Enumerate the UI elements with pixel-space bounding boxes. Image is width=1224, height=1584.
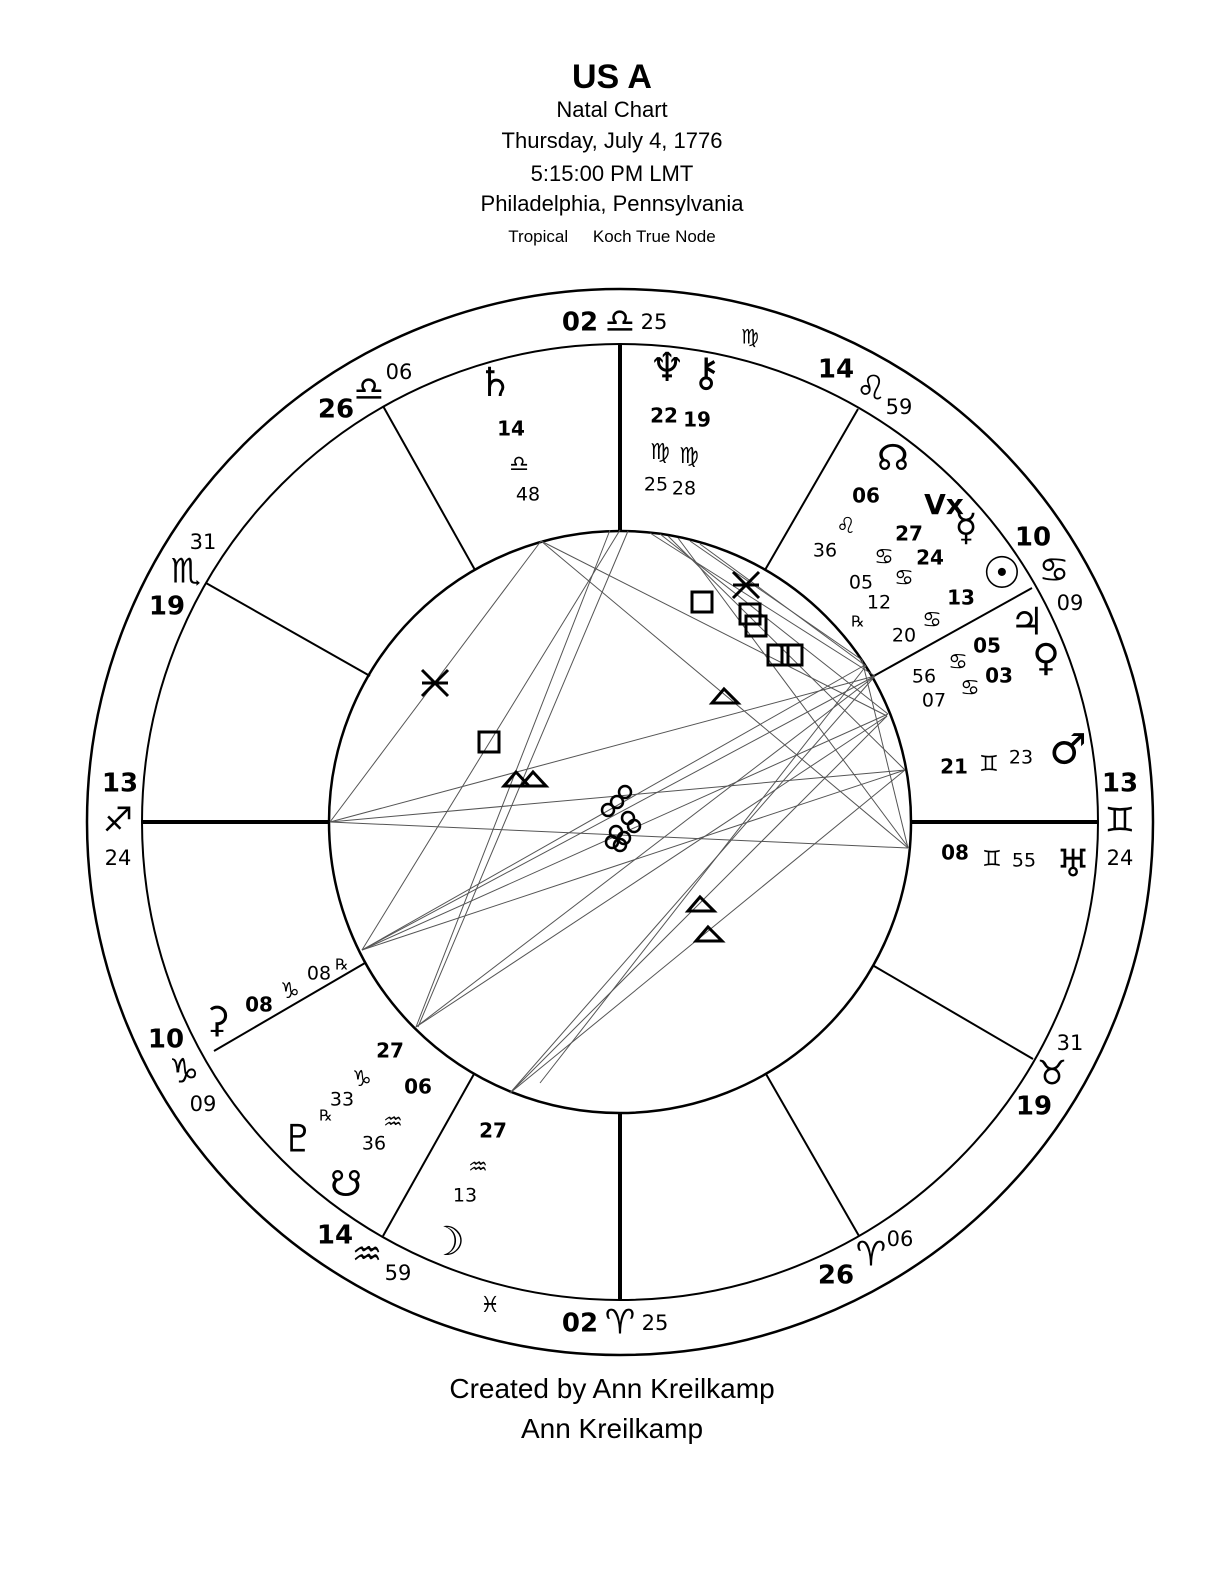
house-3-cusp-degree: 14 <box>316 1220 354 1251</box>
ascendant-cusp-sign: ♐ <box>102 800 134 841</box>
house-8-cusp-sign: ♋ <box>1038 550 1070 591</box>
mercury-sign: ♋ <box>894 566 914 591</box>
vertex-sign: ♋ <box>874 545 894 570</box>
pluto-minutes: 33 <box>329 1088 355 1111</box>
ceres-glyph-icon: ⚳ <box>203 1000 231 1041</box>
saturn-degree: 14 <box>497 416 525 441</box>
jupiter-degree: 05 <box>973 633 1001 658</box>
mercury-glyph-icon: ☿ <box>954 505 978 550</box>
square-glyph <box>782 645 802 665</box>
venus-minutes: 07 <box>921 689 947 712</box>
birth-place: Philadelphia, Pennsylvania <box>480 191 744 216</box>
mars-minutes: 23 <box>1008 746 1034 769</box>
house-system: Koch True Node <box>592 227 716 246</box>
uranus-glyph-icon: ♅ <box>1055 841 1091 886</box>
house-6-cusp-degree: 19 <box>1015 1091 1053 1122</box>
square-glyph <box>692 592 712 612</box>
house-6-cusp-minutes: 31 <box>1056 1031 1084 1055</box>
house-5-cusp-degree: 26 <box>817 1260 855 1291</box>
house-9-cusp-degree: 14 <box>817 354 855 385</box>
house-12-cusp-degree: 19 <box>148 591 186 622</box>
chart-subtitle: Natal Chart <box>556 97 668 122</box>
trine-glyph <box>712 689 738 703</box>
cusp-line-12 <box>206 583 370 676</box>
house-8-cusp-minutes: 09 <box>1056 591 1084 615</box>
descendant-cusp-sign: ♊ <box>1104 800 1136 841</box>
neptune-minutes: 25 <box>643 473 669 496</box>
house-11-cusp-sign: ♎ <box>353 369 385 410</box>
north-node-minutes: 36 <box>812 539 838 562</box>
trine-glyph <box>696 927 722 941</box>
uranus-degree: 08 <box>941 840 969 865</box>
north-node-sign: ♌ <box>836 514 856 539</box>
ceres-minutes: 08 <box>306 962 332 985</box>
chiron-glyph-icon: ⚷ <box>691 350 721 396</box>
pluto-degree: 27 <box>376 1038 404 1063</box>
intercepted-sign-pisces: ♓ <box>480 1293 500 1318</box>
cusp-line-9 <box>765 409 858 570</box>
zodiac-type: Tropical <box>508 227 569 246</box>
saturn-sign: ♎ <box>509 452 529 477</box>
saturn-minutes: 48 <box>515 483 541 506</box>
cusp-line-11 <box>383 406 475 570</box>
house-9-cusp-minutes: 59 <box>885 395 913 419</box>
chart-title: US A <box>572 58 652 96</box>
north-node-glyph-icon: ☊ <box>877 438 909 479</box>
house-11-cusp-minutes: 06 <box>385 360 413 384</box>
moon-sign: ♒ <box>468 1155 488 1180</box>
vertex-glyph-icon: Vx <box>924 488 964 521</box>
uranus-sign: ♊ <box>982 847 1002 872</box>
vertex-degree: 27 <box>895 521 923 546</box>
trine-glyph <box>688 897 714 911</box>
ceres-degree: 08 <box>245 992 273 1017</box>
south-node-sign: ♒ <box>383 1110 403 1135</box>
pluto-sign: ♑ <box>352 1067 372 1092</box>
birth-time: 5:15:00 PM LMT <box>530 161 694 186</box>
house-9-cusp-sign: ♌ <box>855 368 887 409</box>
chiron-sign: ♍ <box>679 444 699 469</box>
ascendant-cusp-degree: 13 <box>101 768 139 799</box>
house-3-cusp-sign: ♒ <box>351 1234 383 1275</box>
moon-glyph-icon: ☽ <box>429 1219 465 1265</box>
house-3-cusp-minutes: 59 <box>384 1261 412 1285</box>
mars-glyph-icon: ♂ <box>1049 724 1087 774</box>
jupiter-minutes: 56 <box>911 665 937 688</box>
neptune-glyph-icon: ♆ <box>649 345 685 391</box>
north-node-degree: 06 <box>852 483 880 508</box>
venus-glyph-icon: ♀ <box>1032 635 1060 680</box>
ic-cusp-sign: ♈ <box>604 1302 636 1343</box>
sun-glyph-icon: ☉ <box>982 548 1022 599</box>
sun-minutes: 20 <box>891 624 917 647</box>
saturn-glyph-icon: ♄ <box>477 360 513 406</box>
neptune-degree: 22 <box>650 403 678 428</box>
descendant-cusp-degree: 13 <box>1101 768 1139 799</box>
house-11-cusp-degree: 26 <box>317 394 355 425</box>
moon-minutes: 13 <box>452 1184 478 1207</box>
south-node-minutes: 36 <box>361 1132 387 1155</box>
house-2-cusp-degree: 10 <box>147 1024 185 1055</box>
cusp-line-5 <box>766 1074 859 1236</box>
vertex-minutes: 05 <box>848 571 874 594</box>
south-node-degree: 06 <box>404 1074 432 1099</box>
house-5-cusp-sign: ♈ <box>855 1234 887 1275</box>
square-glyph <box>479 732 499 752</box>
neptune-sign: ♍ <box>650 440 670 465</box>
venus-degree: 03 <box>985 663 1013 688</box>
square-glyph <box>740 604 760 624</box>
sextile-glyph <box>422 670 448 696</box>
ceres-retrograde: ℞ <box>335 955 349 974</box>
ascendant-cusp-minutes: 24 <box>104 846 132 870</box>
venus-sign: ♋ <box>960 676 980 701</box>
ic-cusp-minutes: 25 <box>641 1311 669 1335</box>
pluto-retrograde: ℞ <box>319 1106 333 1125</box>
house-6-cusp-sign: ♉ <box>1036 1053 1068 1094</box>
square-glyph <box>768 645 788 665</box>
midheaven-cusp-sign: ♎ <box>604 301 636 342</box>
footer-credit: Created by Ann Kreilkamp <box>449 1373 775 1404</box>
ceres-sign: ♑ <box>280 979 300 1004</box>
pluto-glyph-icon: ♇ <box>280 1116 316 1161</box>
birth-date: Thursday, July 4, 1776 <box>501 128 723 153</box>
sun-sign: ♋ <box>922 608 942 633</box>
mercury-degree: 24 <box>916 545 944 570</box>
south-node-glyph-icon: ☋ <box>330 1164 362 1205</box>
house-12-cusp-minutes: 31 <box>189 530 217 554</box>
sun-degree: 13 <box>947 585 975 610</box>
descendant-cusp-minutes: 24 <box>1106 846 1134 870</box>
jupiter-glyph-icon: ♃ <box>1009 599 1045 644</box>
mercury-retrograde: ℞ <box>851 612 865 631</box>
house-8-cusp-degree: 10 <box>1014 522 1052 553</box>
chiron-minutes: 28 <box>671 477 697 500</box>
cusp-line-6 <box>874 966 1033 1059</box>
footer-author: Ann Kreilkamp <box>520 1413 704 1444</box>
cusp-line-2 <box>214 963 365 1051</box>
moon-degree: 27 <box>479 1118 507 1143</box>
house-2-cusp-minutes: 09 <box>189 1092 217 1116</box>
uranus-minutes: 55 <box>1011 849 1037 872</box>
jupiter-sign: ♋ <box>948 650 968 675</box>
house-2-cusp-sign: ♑ <box>168 1051 200 1092</box>
mars-sign: ♊ <box>979 752 999 777</box>
aspect-glyphs <box>422 572 802 941</box>
mercury-minutes: 12 <box>866 591 892 614</box>
intercepted-sign-virgo: ♍ <box>741 324 759 349</box>
midheaven-cusp-minutes: 25 <box>640 310 668 334</box>
chiron-degree: 19 <box>683 407 711 432</box>
ic-cusp-degree: 02 <box>561 1308 599 1339</box>
mars-degree: 21 <box>940 754 968 779</box>
midheaven-cusp-degree: 02 <box>561 307 599 338</box>
house-5-cusp-minutes: 06 <box>886 1227 914 1251</box>
house-12-cusp-sign: ♏ <box>170 551 202 592</box>
